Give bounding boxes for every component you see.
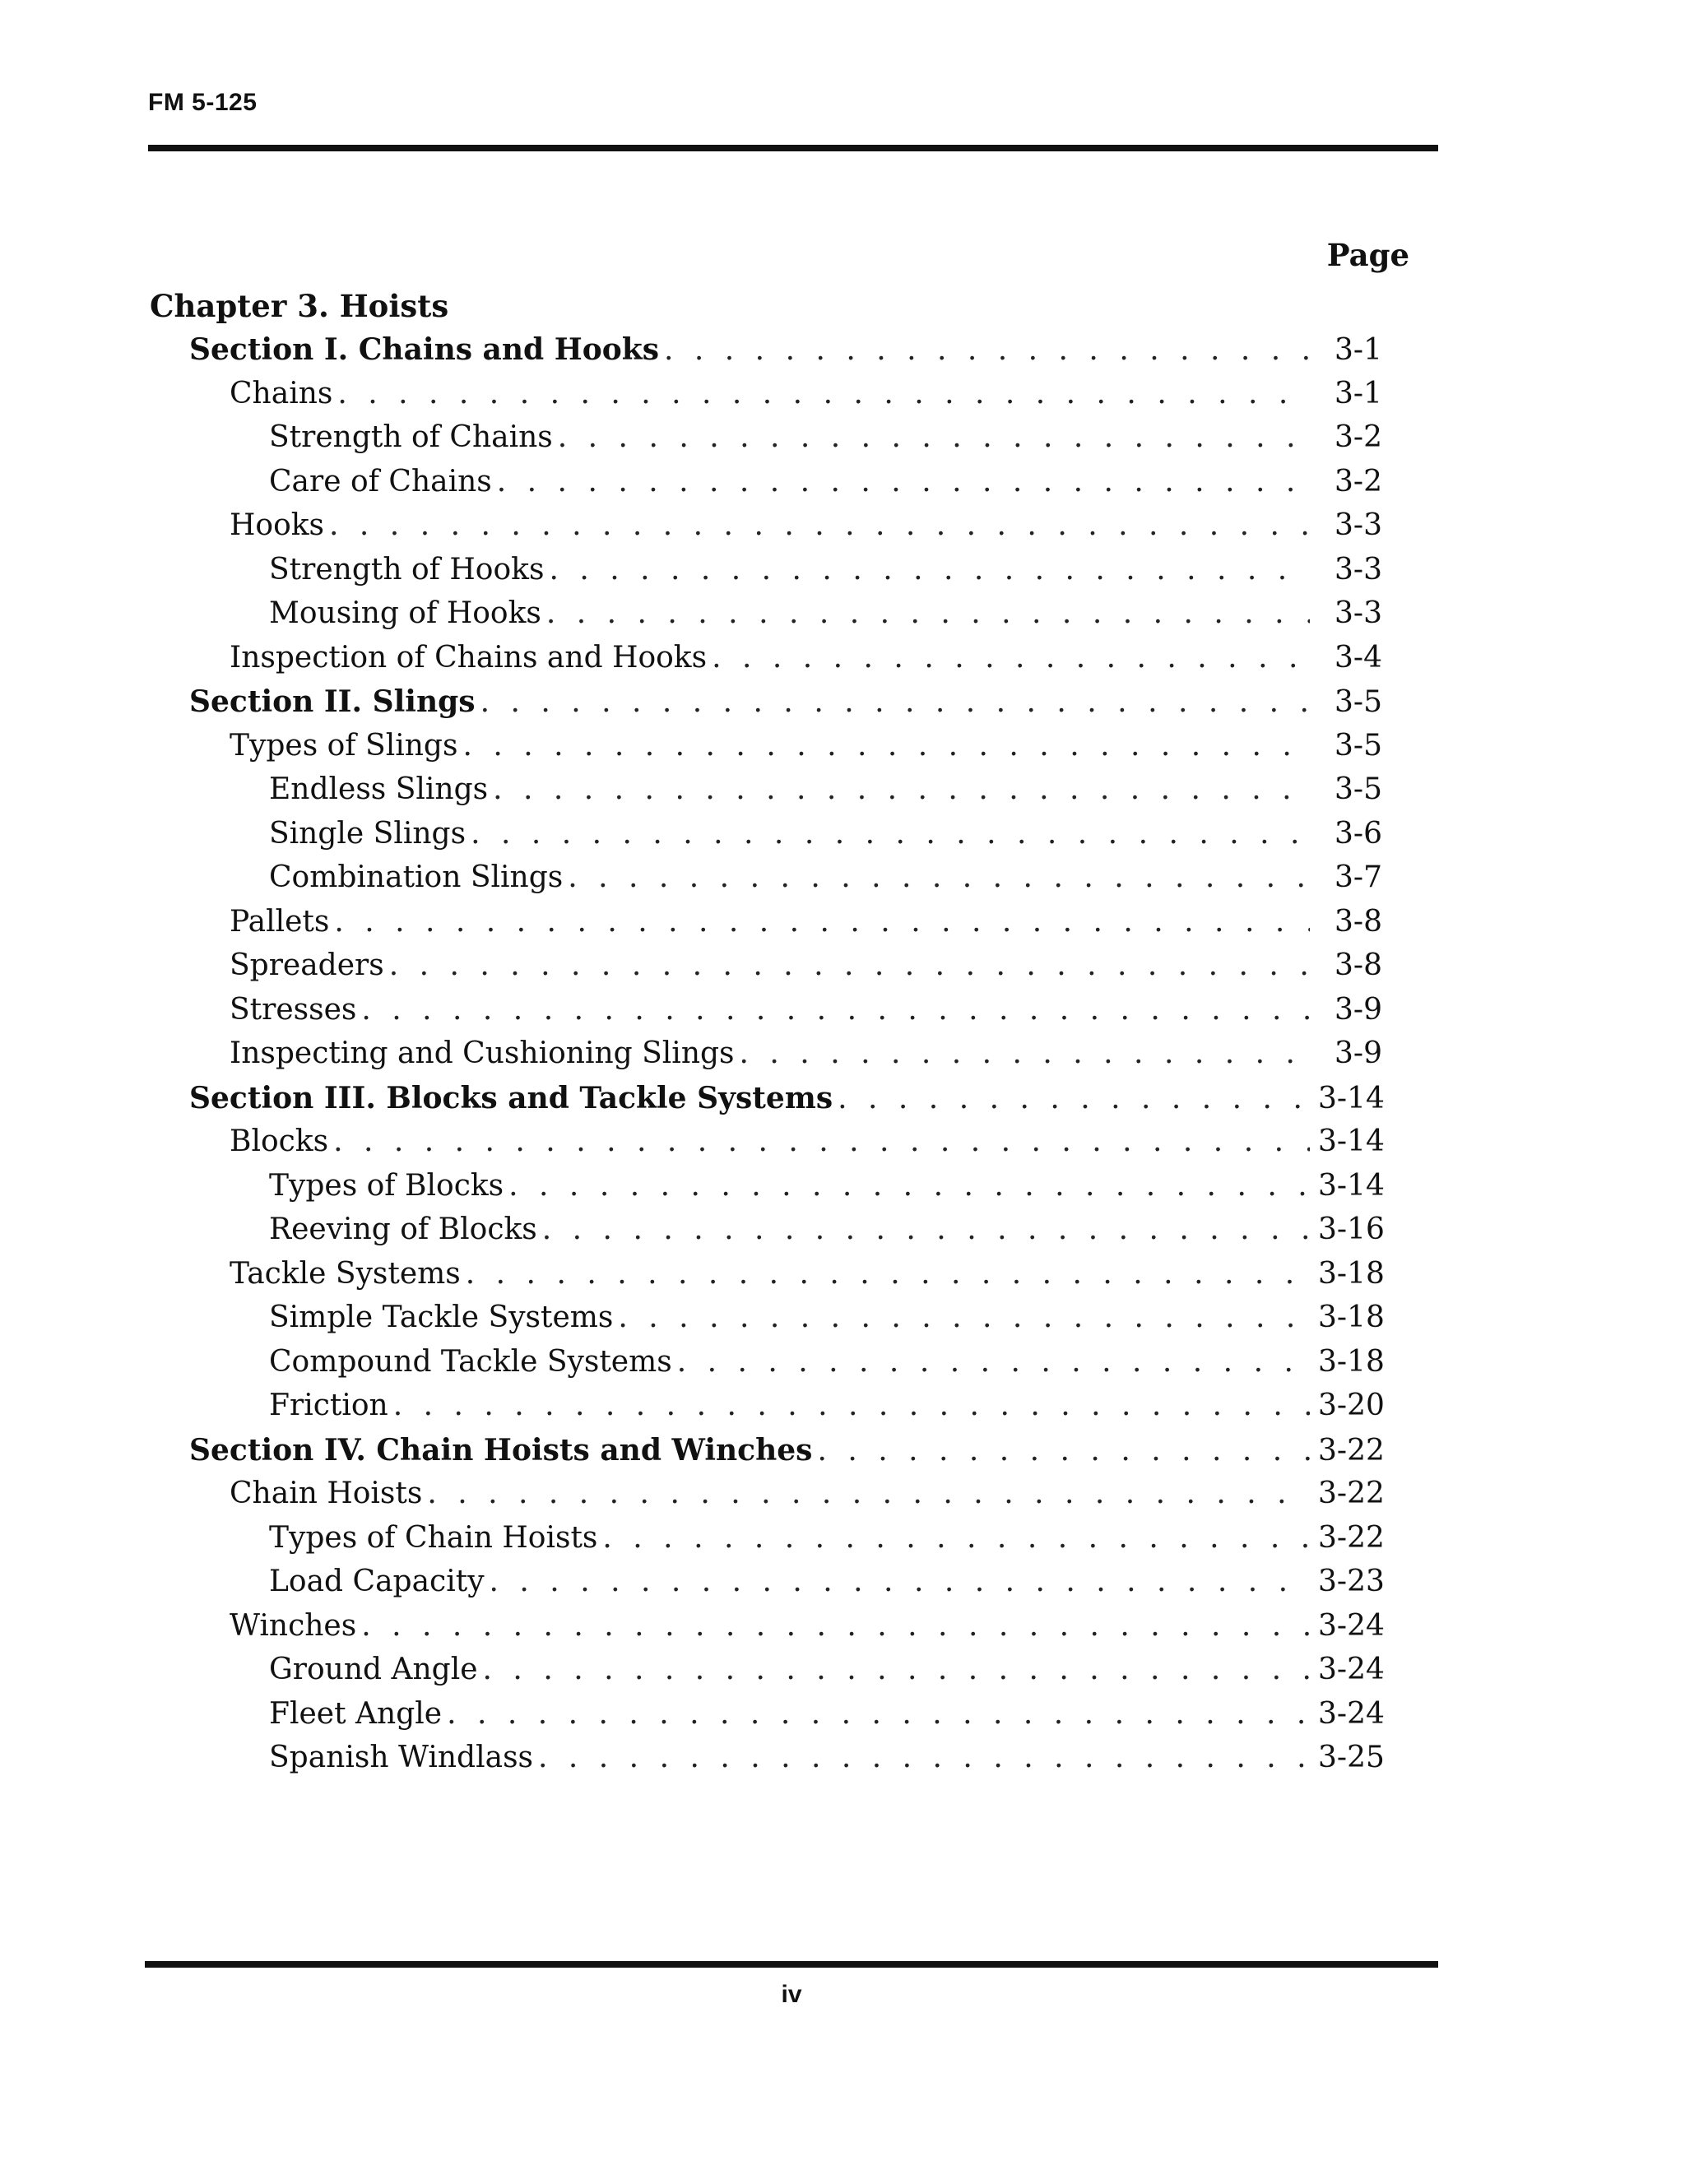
footer-rule xyxy=(145,1961,1438,1968)
dot-leader xyxy=(480,685,1310,719)
dot-leader xyxy=(558,420,1310,454)
toc-entry-row[interactable] xyxy=(0,1036,1685,1081)
dot-leader xyxy=(677,1345,1310,1379)
toc-entry-title: Strength of Hooks xyxy=(269,552,545,587)
toc-entry-page: 3-22 xyxy=(1318,1520,1385,1555)
toc-entry-title: Compound Tackle Systems xyxy=(269,1344,672,1379)
toc-entry-title: Types of Slings xyxy=(230,728,458,763)
toc-entry-row[interactable] xyxy=(0,1565,1685,1609)
toc-entry-page: 3-22 xyxy=(1318,1477,1385,1510)
toc-entry-title: Reeving of Blocks xyxy=(269,1213,537,1246)
toc-entry-row[interactable] xyxy=(0,465,1685,509)
toc-entry-row[interactable] xyxy=(0,1345,1685,1389)
toc-entry-title: Strength of Chains xyxy=(269,420,553,454)
toc-entry-title: Combination Slings xyxy=(269,860,564,894)
dot-leader xyxy=(483,1653,1310,1686)
dot-leader xyxy=(427,1477,1310,1510)
toc-entry-row[interactable] xyxy=(0,1257,1685,1301)
toc-entry-page: 3-6 xyxy=(1335,816,1382,851)
dot-leader xyxy=(333,1124,1310,1158)
dot-leader xyxy=(546,596,1310,630)
toc-entry-page: 3-8 xyxy=(1335,948,1382,982)
toc-entry-row[interactable] xyxy=(0,905,1685,949)
toc-entry-row[interactable] xyxy=(0,860,1685,905)
toc-entry-title: Load Capacity xyxy=(269,1565,485,1598)
toc-entry-row[interactable] xyxy=(0,1653,1685,1697)
toc-entry-row[interactable] xyxy=(0,729,1685,773)
toc-entry-row[interactable] xyxy=(0,1477,1685,1521)
toc-entry-title: Section III. Blocks and Tackle Systems xyxy=(189,1080,833,1115)
toc-entry-row[interactable] xyxy=(0,508,1685,553)
dot-leader xyxy=(712,641,1310,675)
toc-entry-page: 3-3 xyxy=(1335,552,1382,587)
dot-leader xyxy=(334,905,1310,939)
toc-entry-row[interactable] xyxy=(0,948,1685,993)
dot-leader xyxy=(490,1565,1310,1598)
dot-leader xyxy=(538,1741,1310,1774)
toc-entry-title: Care of Chains xyxy=(269,464,492,498)
toc-entry-row[interactable] xyxy=(0,817,1685,861)
dot-leader xyxy=(817,1434,1310,1468)
toc-entry-row[interactable] xyxy=(0,553,1685,597)
toc-entry-row[interactable] xyxy=(0,1697,1685,1741)
toc-entry-row[interactable] xyxy=(0,641,1685,685)
toc-entry-title: Pallets xyxy=(230,904,330,939)
toc-entry-row[interactable] xyxy=(0,1609,1685,1653)
toc-entry-title: Mousing of Hooks xyxy=(269,596,541,630)
toc-entry-title: Types of Chain Hoists xyxy=(269,1520,598,1555)
toc-entry-row[interactable] xyxy=(0,772,1685,817)
dot-leader xyxy=(361,1609,1310,1643)
dot-leader xyxy=(549,553,1310,587)
toc-entry-page: 3-24 xyxy=(1318,1653,1385,1686)
dot-leader xyxy=(389,948,1310,982)
toc-entry-title: Ground Angle xyxy=(269,1653,478,1686)
dot-leader xyxy=(838,1082,1310,1115)
toc-entry-title: Inspection of Chains and Hooks xyxy=(230,640,708,675)
toc-entry-row[interactable] xyxy=(0,1124,1685,1169)
dot-leader xyxy=(602,1521,1310,1555)
dot-leader xyxy=(740,1036,1310,1070)
toc-entry-page: 3-23 xyxy=(1318,1565,1385,1598)
toc-entry-title: Hooks xyxy=(230,508,325,542)
toc-entry-title: Simple Tackle Systems xyxy=(269,1301,614,1334)
toc-entry-row[interactable] xyxy=(0,420,1685,465)
toc-entry-title: Types of Blocks xyxy=(269,1168,504,1203)
toc-entry-page: 3-18 xyxy=(1318,1256,1385,1291)
dot-leader xyxy=(497,465,1310,498)
toc-entry-page: 3-3 xyxy=(1335,596,1382,630)
toc-entry-title: Fleet Angle xyxy=(269,1696,443,1731)
toc-entry-page: 3-2 xyxy=(1335,464,1382,498)
toc-entry-page: 3-18 xyxy=(1318,1301,1385,1334)
toc-entry-page: 3-14 xyxy=(1318,1081,1385,1115)
toc-entry-page: 3-20 xyxy=(1318,1389,1385,1422)
toc-entry-page: 3-5 xyxy=(1335,685,1382,719)
toc-entry-page: 3-8 xyxy=(1335,904,1382,939)
toc-entry-title: Friction xyxy=(269,1389,388,1422)
toc-entry-page: 3-5 xyxy=(1335,728,1382,763)
chapter-title: Chapter 3. Hoists xyxy=(150,288,449,324)
table-of-contents xyxy=(0,332,1685,1785)
dot-leader xyxy=(618,1301,1310,1334)
dot-leader xyxy=(508,1169,1310,1203)
dot-leader xyxy=(393,1389,1310,1422)
toc-entry-page: 3-14 xyxy=(1318,1124,1385,1158)
toc-entry-page: 3-1 xyxy=(1335,376,1382,410)
toc-entry-title: Spanish Windlass xyxy=(269,1741,534,1774)
toc-entry-page: 3-7 xyxy=(1335,860,1382,894)
toc-entry-row[interactable] xyxy=(0,993,1685,1037)
dot-leader xyxy=(664,333,1310,367)
toc-entry-row[interactable] xyxy=(0,377,1685,421)
dot-leader xyxy=(466,1257,1310,1291)
toc-entry-title: Endless Slings xyxy=(269,772,489,806)
toc-entry-page: 3-25 xyxy=(1318,1741,1385,1774)
toc-section-row[interactable] xyxy=(0,332,1685,377)
toc-entry-title: Single Slings xyxy=(269,816,467,851)
toc-entry-title: Section II. Slings xyxy=(189,684,476,719)
document-id-header: FM 5-125 xyxy=(148,89,258,116)
toc-entry-page: 3-22 xyxy=(1318,1433,1385,1468)
toc-entry-page: 3-2 xyxy=(1335,420,1382,454)
toc-entry-page: 3-18 xyxy=(1318,1344,1385,1379)
toc-entry-title: Winches xyxy=(230,1608,357,1643)
toc-entry-page: 3-14 xyxy=(1318,1168,1385,1203)
toc-entry-row[interactable] xyxy=(0,1389,1685,1433)
dot-leader xyxy=(329,508,1310,542)
toc-entry-title: Inspecting and Cushioning Slings xyxy=(230,1036,735,1070)
toc-entry-title: Chains xyxy=(230,376,333,410)
toc-entry-title: Section IV. Chain Hoists and Winches xyxy=(189,1432,813,1468)
toc-entry-title: Blocks xyxy=(230,1124,329,1158)
dot-leader xyxy=(462,729,1310,763)
toc-entry-row[interactable] xyxy=(0,596,1685,641)
dot-leader xyxy=(568,860,1310,894)
toc-entry-page: 3-3 xyxy=(1335,508,1382,542)
toc-entry-page: 3-9 xyxy=(1335,992,1382,1027)
toc-entry-page: 3-16 xyxy=(1318,1213,1385,1246)
toc-section-row[interactable] xyxy=(0,684,1685,729)
dot-leader xyxy=(447,1697,1310,1731)
toc-entry-title: Stresses xyxy=(230,992,357,1027)
dot-leader xyxy=(493,772,1310,806)
toc-entry-row[interactable] xyxy=(0,1169,1685,1213)
dot-leader xyxy=(471,817,1310,851)
dot-leader xyxy=(361,993,1310,1027)
toc-entry-page: 3-5 xyxy=(1335,772,1382,806)
header-rule xyxy=(148,145,1438,151)
toc-section-row[interactable] xyxy=(0,1081,1685,1125)
toc-entry-page: 3-1 xyxy=(1335,333,1382,367)
toc-entry-page: 3-24 xyxy=(1318,1608,1385,1643)
dot-leader xyxy=(337,377,1310,410)
page-column-label: Page xyxy=(1326,237,1409,273)
toc-entry-title: Chain Hoists xyxy=(230,1477,423,1510)
footer-page-number: iv xyxy=(781,1981,802,2008)
toc-section-row[interactable] xyxy=(0,1433,1685,1477)
toc-entry-row[interactable] xyxy=(0,1521,1685,1565)
toc-entry-row[interactable] xyxy=(0,1741,1685,1785)
toc-entry-title: Spreaders xyxy=(230,948,384,982)
toc-entry-title: Section I. Chains and Hooks xyxy=(189,332,660,367)
dot-leader xyxy=(542,1213,1310,1246)
toc-entry-page: 3-24 xyxy=(1318,1696,1385,1731)
toc-entry-page: 3-4 xyxy=(1335,640,1382,675)
toc-entry-page: 3-9 xyxy=(1335,1036,1382,1070)
toc-entry-row[interactable] xyxy=(0,1213,1685,1257)
toc-entry-row[interactable] xyxy=(0,1301,1685,1345)
toc-entry-title: Tackle Systems xyxy=(230,1256,461,1291)
